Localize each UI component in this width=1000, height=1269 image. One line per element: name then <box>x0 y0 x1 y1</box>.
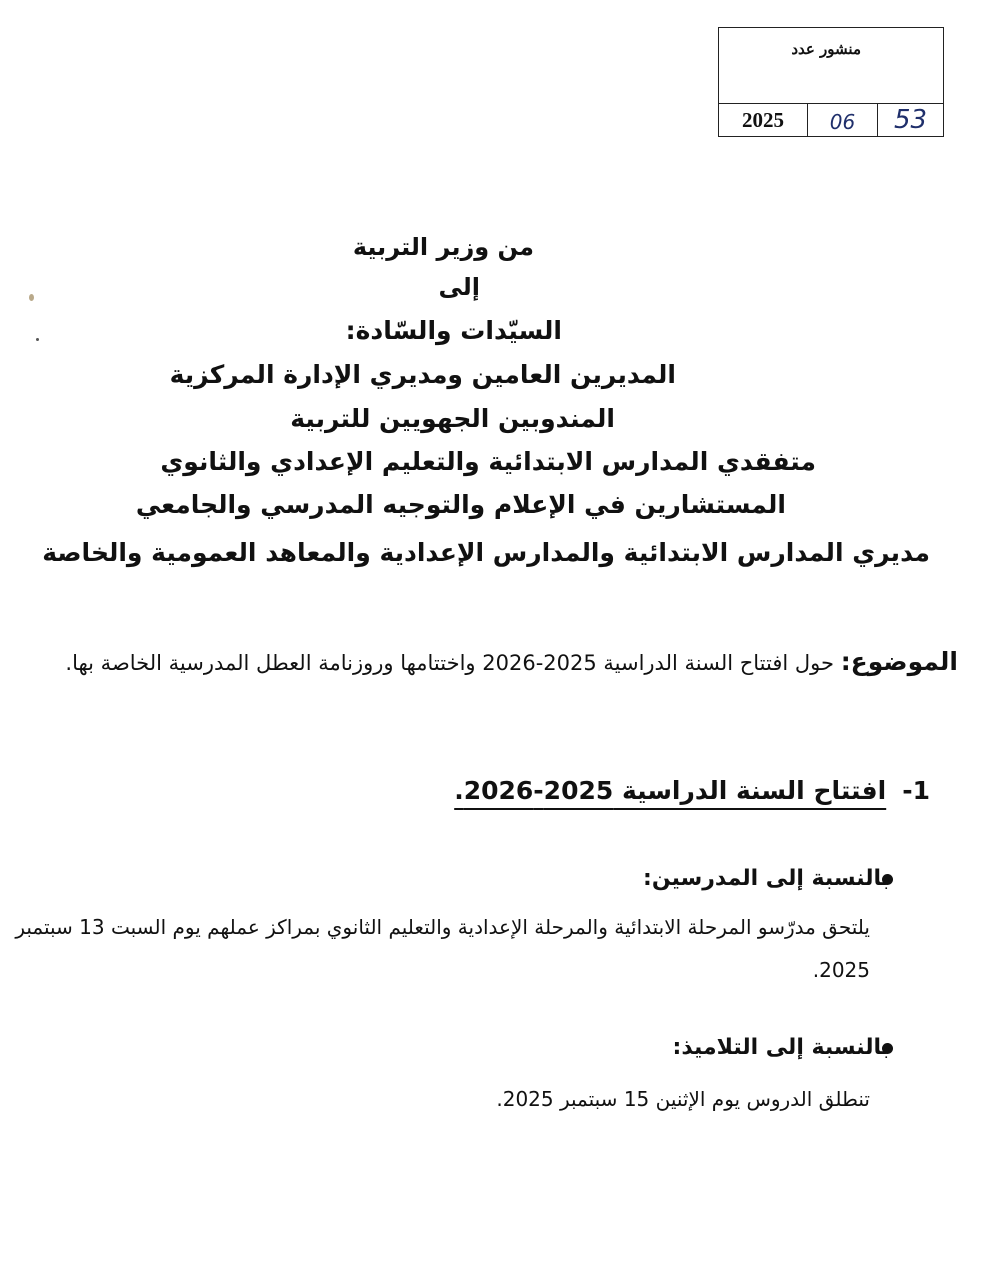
recipient-line: المديرين العامين ومديري الإدارة المركزية <box>169 360 676 389</box>
sender-line: من وزير التربية <box>352 233 534 261</box>
bullet-heading-teachers: بالنسبة إلى المدرسين: <box>643 866 890 891</box>
scan-speck <box>29 294 34 301</box>
reference-year: 2025 <box>719 104 808 136</box>
bullet-text-teachers: يلتحق مدرّسو المرحلة الابتدائية والمرحلة الإعدادية والتعليم الثانوي بمراكز عملهم يوم السبت 13 سبتمبر 2025. <box>15 915 870 982</box>
circular-number-label: منشور عدد <box>791 40 861 58</box>
recipient-line: المندوبين الجهويين للتربية <box>290 404 615 433</box>
salutation-line: السيّدات والسّادة: <box>345 316 562 345</box>
section-number: 1- <box>902 776 930 805</box>
section-heading <box>454 776 930 805</box>
bullet-text-pupils: تنطلق الدروس يوم الإثنين 15 سبتمبر 2025. <box>496 1087 870 1111</box>
section-title: افتتاح السنة الدراسية 2025-2026. <box>454 776 887 805</box>
subject-paragraph <box>48 645 958 680</box>
circular-reference-row <box>719 103 943 136</box>
subject-label: الموضوع: <box>840 647 958 676</box>
to-line: إلى <box>438 273 480 301</box>
recipient-line: مديري المدارس الابتدائية والمدارس الإعدادية والمعاهد العمومية والخاصة <box>42 538 930 567</box>
subject-text: حول افتتاح السنة الدراسية 2025-2026 واختتامها وروزنامة العطل المدرسية الخاصة بها. <box>65 651 834 675</box>
recipient-line: المستشارين في الإعلام والتوجيه المدرسي والجامعي <box>135 490 786 519</box>
recipient-line: متفقدي المدارس الابتدائية والتعليم الإعدادي والثانوي <box>160 447 816 476</box>
scan-speck <box>36 338 39 341</box>
bullet-heading-pupils: بالنسبة إلى التلاميذ: <box>672 1035 890 1060</box>
reference-month: 06 <box>808 104 878 136</box>
reference-number: 53 <box>893 105 928 135</box>
circular-reference-box <box>718 27 944 137</box>
